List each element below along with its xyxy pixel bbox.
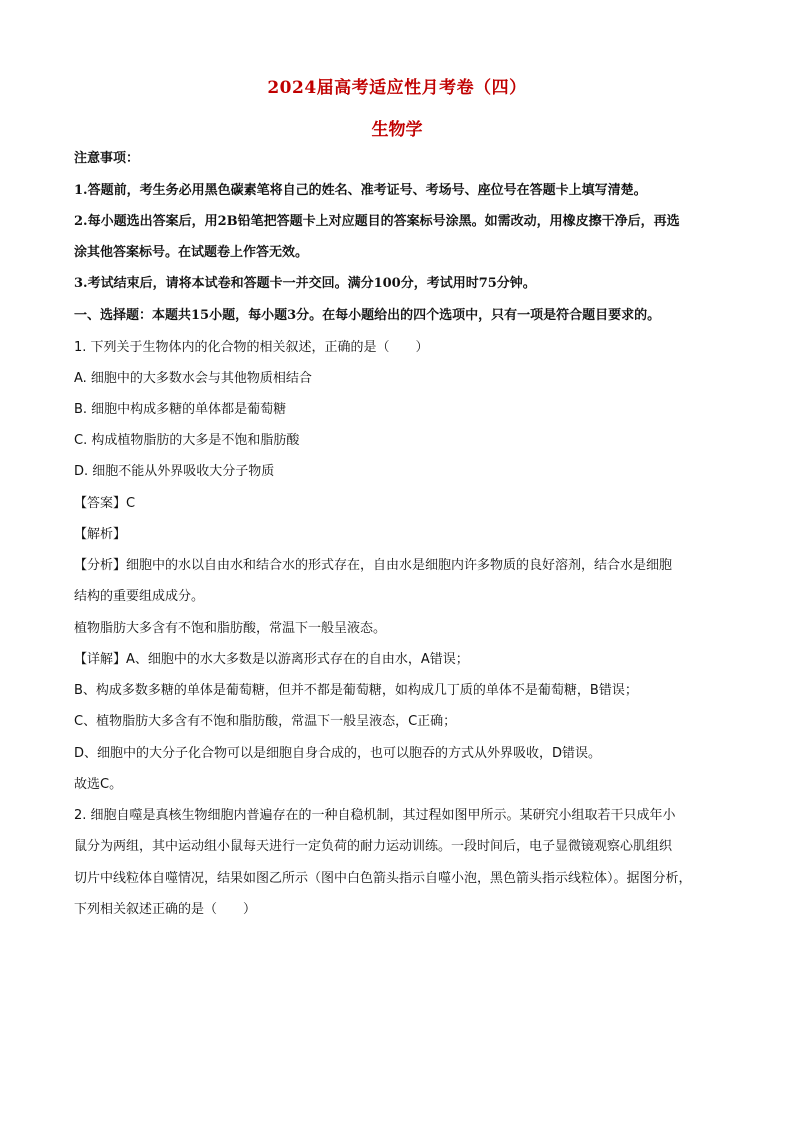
analysis-line: 【分析】细胞中的水以自由水和结合水的形式存在，自由水是细胞内许多物质的良好溶剂，结合水是细胞 (74, 558, 673, 573)
notice-heading: 注意事项： (74, 151, 140, 166)
question-2-line: 2. 细胞自噬是真核生物细胞内普遍存在的一种自稳机制，其过程如图甲所示。某研究小组取若干只成年小 (74, 808, 676, 823)
analysis-line: C、植物脂肪大多含有不饱和脂肪酸，常温下一般呈液态，C正确； (74, 714, 457, 729)
question-1-option-b: B. 细胞中构成多糖的单体都是葡萄糖 (74, 402, 287, 417)
analysis-conclusion: 故选C。 (74, 777, 123, 792)
question-2-line: 下列相关叙述正确的是（ ） (74, 902, 257, 917)
subject-title: 生物学 (371, 120, 423, 140)
analysis-line: 植物脂肪大多含有不饱和脂肪酸，常温下一般呈液态。 (74, 621, 387, 636)
analysis-line: 结构的重要组成成分。 (74, 589, 205, 604)
analysis-line: D、细胞中的大分子化合物可以是细胞自身合成的，也可以胞吞的方式从外界吸收，D错误。 (74, 746, 602, 761)
question-1-option-d: D. 细胞不能从外界吸收大分子物质 (74, 464, 275, 479)
exam-title: 2024届高考适应性月考卷（四） (267, 78, 527, 98)
notice-item-3: 3.考试结束后，请将本试卷和答题卡一并交回。满分100分，考试用时75分钟。 (74, 276, 536, 291)
question-1-answer: 【答案】C (74, 496, 136, 511)
question-1-option-c: C. 构成植物脂肪的大多是不饱和脂肪酸 (74, 433, 300, 448)
question-2-line: 切片中线粒体自噬情况，结果如图乙所示（图中白色箭头指示自噬小泡，黑色箭头指示线粒体）。据图分析， (74, 871, 692, 886)
question-1-analysis-label: 【解析】 (74, 527, 127, 542)
question-2-line: 鼠分为两组，其中运动组小鼠每天进行一定负荷的耐力运动训练。一段时间后，电子显微镜观察心肌组织 (74, 839, 673, 854)
notice-item-2: 2.每小题选出答案后，用2B铅笔把答题卡上对应题目的答案标号涂黑。如需改动，用橡皮擦干净后，再选 (74, 214, 680, 229)
question-1-stem: 1. 下列关于生物体内的化合物的相关叙述，正确的是（ ） (74, 340, 429, 355)
section-heading: 一、选择题：本题共15小题，每小题3分。在每小题给出的四个选项中，只有一项是符合题目要求的。 (74, 308, 661, 323)
notice-item-2-cont: 涂其他答案标号。在试题卷上作答无效。 (74, 245, 309, 260)
notice-item-1: 1.答题前，考生务必用黑色碳素笔将自己的姓名、准考证号、考场号、座位号在答题卡上填写清楚。 (74, 183, 647, 198)
analysis-line: B、构成多数多糖的单体是葡萄糖，但并不都是葡萄糖，如构成几丁质的单体不是葡萄糖，B错误； (74, 683, 638, 698)
analysis-line: 【详解】A、细胞中的水大多数是以游离形式存在的自由水，A错误； (74, 652, 469, 667)
question-1-option-a: A. 细胞中的大多数水会与其他物质相结合 (74, 371, 312, 386)
